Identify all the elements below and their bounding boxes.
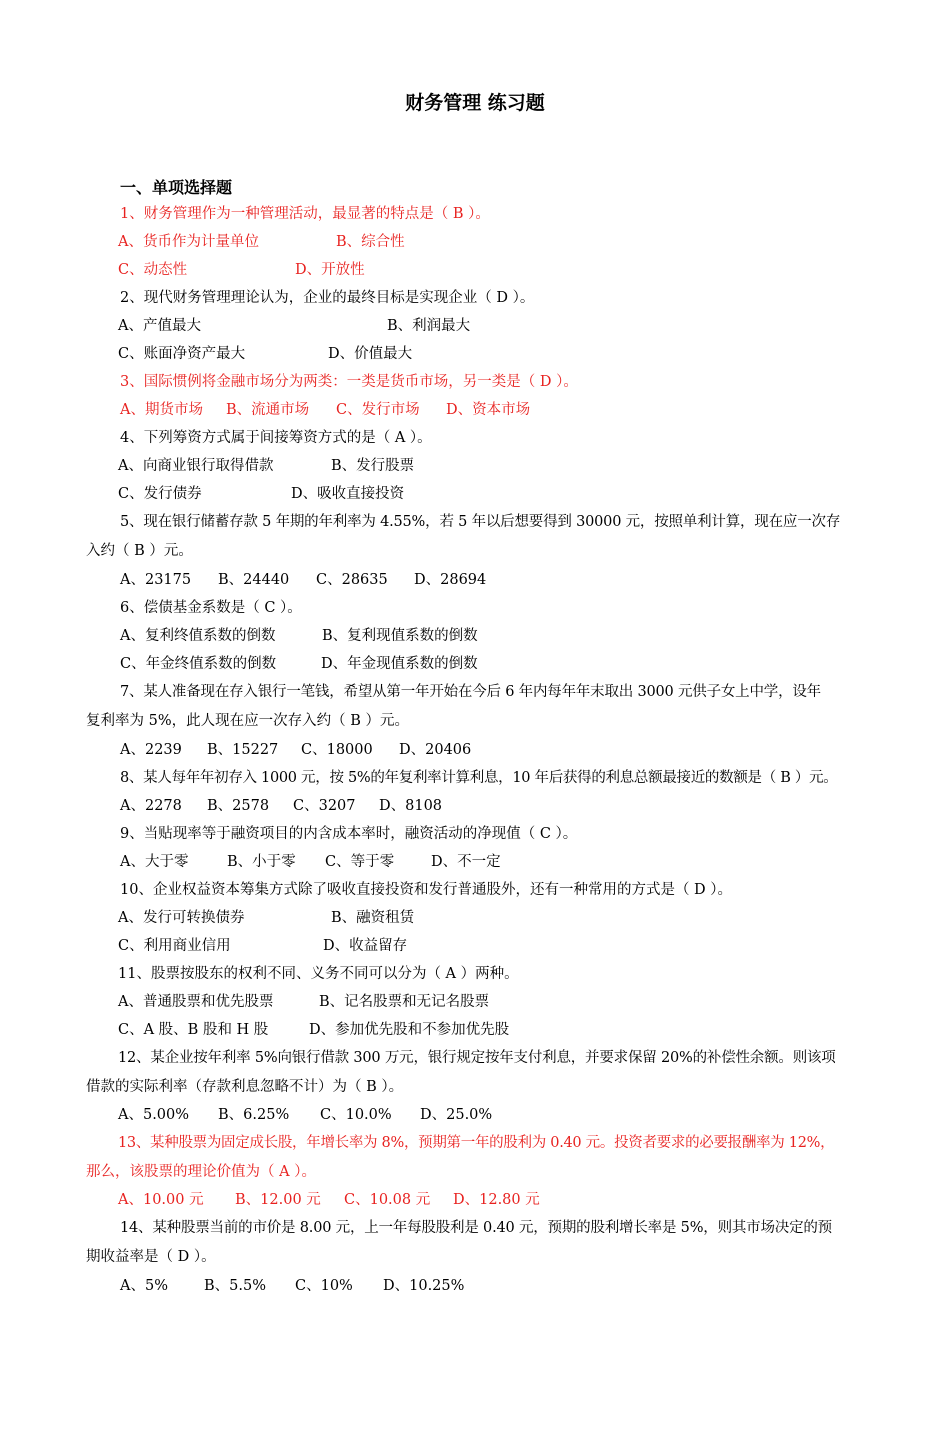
option-d: D、收益留存 [323, 938, 408, 954]
option-d: D、资本市场 [446, 402, 531, 418]
option-d: D、参加优先股和不参加优先股 [309, 1022, 510, 1038]
option-b: B、发行股票 [331, 458, 415, 474]
option-c: C、28635 [316, 572, 388, 588]
question-9: 9、当贴现率等于融资项目的内含成本率时，融资活动的净现值（ C ）。 [120, 826, 578, 842]
question-5-line-2: 入约（ B ）元。 [86, 543, 193, 559]
question-10: 10、企业权益资本筹集方式除了吸收直接投资和发行普通股外，还有一种常用的方式是（ D ）。 [120, 882, 733, 898]
option-d: D、价值最大 [328, 346, 413, 362]
option-b: B、流通市场 [226, 402, 310, 418]
option-d: D、吸收直接投资 [291, 486, 405, 502]
option-b: B、24440 [218, 572, 290, 588]
option-a: A、发行可转换债券 [118, 910, 245, 926]
option-a: A、10.00 元 [118, 1192, 204, 1208]
question-11: 11、股票按股东的权利不同、义务不同可以分为（ A ）两种。 [118, 966, 519, 982]
question-5-line-1: 5、现在银行储蓄存款 5 年期的年利率为 4.55%，若 5 年以后想要得到 30000 元，按照单利计算，现在应一次存 [120, 514, 841, 530]
option-b: B、15227 [207, 742, 279, 758]
option-a: A、2278 [120, 798, 182, 814]
question-2: 2、现代财务管理理论认为，企业的最终目标是实现企业（ D ）。 [120, 290, 535, 306]
option-c: C、18000 [301, 742, 373, 758]
option-d: D、年金现值系数的倒数 [321, 656, 478, 672]
option-a: A、期货市场 [120, 402, 203, 418]
question-7-line-1: 7、某人准备现在存入银行一笔钱，希望从第一年开始在今后 6 年内每年年末取出 3000 元供子女上中学，设年 [120, 684, 821, 700]
question-12-line-1: 12、某企业按年利率 5%向银行借款 300 万元，银行规定按年支付利息，并要求保留 20%的补偿性余额。则该项 [118, 1050, 836, 1066]
option-d: D、25.0% [420, 1107, 493, 1123]
option-d: D、8108 [379, 798, 443, 814]
question-14-line-1: 14、某种股票当前的市价是 8.00 元，上一年每股股利是 0.40 元，预期的股利增长率是 5%，则其市场决定的预 [120, 1220, 832, 1236]
option-c: C、3207 [293, 798, 356, 814]
section-heading: 一、单项选择题 [120, 178, 233, 197]
option-b: B、6.25% [218, 1107, 290, 1123]
option-b: B、综合性 [336, 234, 405, 250]
question-13-line-1: 13、某种股票为固定成长股，年增长率为 8%，预期第一年的股利为 0.40 元。投资者要求的必要报酬率为 12%， [118, 1135, 835, 1151]
option-b: B、复利现值系数的倒数 [322, 628, 478, 644]
option-d: D、10.25% [383, 1278, 465, 1294]
option-d: D、20406 [399, 742, 472, 758]
question-7-line-2: 复利率为 5%，此人现在应一次存入约（ B ）元。 [86, 713, 409, 729]
option-c: C、利用商业信用 [118, 938, 231, 954]
option-a: A、产值最大 [118, 318, 201, 334]
option-c: C、10.08 元 [344, 1192, 431, 1208]
option-a: A、向商业银行取得借款 [118, 458, 274, 474]
option-a: A、23175 [120, 572, 192, 588]
question-12-line-2: 借款的实际利率（存款利息忽略不计）为（ B ）。 [86, 1079, 404, 1095]
option-a: A、2239 [120, 742, 182, 758]
option-d: D、开放性 [295, 262, 365, 278]
question-6: 6、偿债基金系数是（ C ）。 [120, 600, 302, 616]
option-c: C、发行债券 [118, 486, 202, 502]
option-b: B、2578 [207, 798, 270, 814]
option-c: C、账面净资产最大 [118, 346, 246, 362]
option-a: A、复利终值系数的倒数 [120, 628, 276, 644]
option-b: B、利润最大 [387, 318, 471, 334]
option-c: C、等于零 [325, 854, 395, 870]
option-a: A、普通股票和优先股票 [118, 994, 274, 1010]
option-d: D、不一定 [431, 854, 501, 870]
option-a: A、5.00% [118, 1107, 190, 1123]
question-13-line-2: 那么，该股票的理论价值为（ A ）。 [86, 1164, 316, 1180]
option-c: C、发行市场 [336, 402, 420, 418]
question-3: 3、国际惯例将金融市场分为两类：一类是货币市场，另一类是（ D ）。 [120, 374, 578, 390]
option-c: C、10.0% [320, 1107, 392, 1123]
option-b: B、5.5% [204, 1278, 266, 1294]
option-b: B、12.00 元 [235, 1192, 321, 1208]
option-a: A、5% [120, 1278, 168, 1294]
option-c: C、A 股、B 股和 H 股 [118, 1022, 269, 1038]
option-d: D、12.80 元 [453, 1192, 540, 1208]
option-c: C、年金终值系数的倒数 [120, 656, 277, 672]
option-b: B、小于零 [227, 854, 296, 870]
option-c: C、动态性 [118, 262, 188, 278]
question-8: 8、某人每年年初存入 1000 元，按 5%的年复利率计算利息，10 年后获得的利息总额最接近的数额是（ B ）元。 [120, 770, 838, 786]
option-b: B、记名股票和无记名股票 [319, 994, 490, 1010]
option-b: B、融资租赁 [331, 910, 415, 926]
option-a: A、大于零 [120, 854, 189, 870]
option-d: D、28694 [414, 572, 487, 588]
page-title: 财务管理 练习题 [405, 92, 545, 114]
question-4: 4、下列筹资方式属于间接筹资方式的是（ A ）。 [120, 430, 432, 446]
question-14-line-2: 期收益率是（ D ）。 [86, 1249, 216, 1265]
question-1: 1、财务管理作为一种管理活动，最显著的特点是（ B ）。 [120, 206, 490, 222]
option-c: C、10% [295, 1278, 353, 1294]
option-a: A、货币作为计量单位 [118, 234, 259, 250]
